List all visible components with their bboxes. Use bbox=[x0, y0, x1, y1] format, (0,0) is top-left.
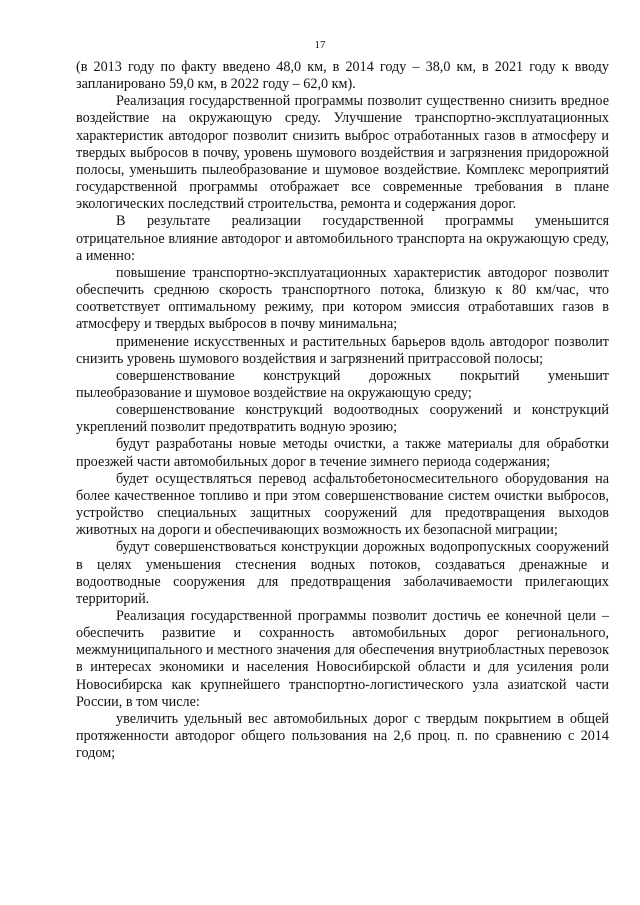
paragraph-3: В результате реализации государственной программы уменьшится отрицательное влияние автодорог и автомобильного транспорта на окружающую среду, а именно: bbox=[76, 213, 609, 264]
list-item-1: повышение транспортно-эксплуатационных характеристик автодорог позволит обеспечить среднюю скорость транспортного потока, близкую к 80 км/час, что соответствует оптимальному режиму, при котором эмиссия отработавших газов в атмосферу и твердых выбросов в почву минимальна; bbox=[76, 264, 609, 333]
list-item-3: совершенствование конструкций дорожных покрытий уменьшит пылеобразование и шумовое воздействие на окружающую среду; bbox=[76, 367, 609, 401]
document-body bbox=[76, 59, 609, 762]
list-item-5: будут разработаны новые методы очистки, а также материалы для обработки проезжей части автомобильных дорог в течение зимнего периода содержания; bbox=[76, 436, 609, 470]
paragraph-2: Реализация государственной программы позволит существенно снизить вредное воздействие на окружающую среду. Улучшение транспортно-эксплуатационных характеристик автодорог позволит снизить выброс отработанных газов в атмосферу и твердых выбросов в почву, уровень шумового воздействия и загрязнения придорожной полосы, уменьшить пылеобразование и шумовое воздействие. Комплекс мероприятий государственной программы отображает все современные требования в плане экологических последствий строительства, ремонта и содержания дорог. bbox=[76, 93, 609, 213]
list-item-6: будет осуществляться перевод асфальтобетоносмесительного оборудования на более качественное топливо и при этом совершенствование систем очистки выбросов, устройство специальных защитных сооружений для предотвращения выходов животных на дороги и обеспечивающих возможность их безопасной миграции; bbox=[76, 470, 609, 539]
list-item-2: применение искусственных и растительных барьеров вдоль автодорог позволит снизить уровень шумового воздействия и загрязнений притрассовой полосы; bbox=[76, 333, 609, 367]
list-item-7: будут совершенствоваться конструкции дорожных водопропускных сооружений в целях уменьшения стеснения водных потоков, создаваться дренажные и водоотводные сооружения для предотвращения заболачиваемости прилегающих территорий. bbox=[76, 539, 609, 607]
list-item-8: увеличить удельный вес автомобильных дорог с твердым покрытием в общей протяженности автодорог общего пользования на 2,6 проц. п. по сравнению с 2014 годом; bbox=[76, 710, 609, 762]
page-number: 17 bbox=[314, 39, 326, 51]
paragraph-4: Реализация государственной программы позволит достичь ее конечной цели – обеспечить развитие и сохранность автомобильных дорог регионального, межмуниципального и местного значения для обеспечения внутриобластных перевозок в интересах экономики и населения Новосибирской области и для усиления роли Новосибирска как крупнейшего транспортно-логистического узла азиатской части России, в том числе: bbox=[76, 608, 609, 710]
paragraph-1: (в 2013 году по факту введено 48,0 км, в 2014 году – 38,0 км, в 2021 году к вводу запланировано 59,0 км, в 2022 году – 62,0 км). bbox=[76, 59, 609, 93]
list-item-4: совершенствование конструкций водоотводных сооружений и конструкций укреплений позволит предотвратить водную эрозию; bbox=[76, 402, 609, 436]
